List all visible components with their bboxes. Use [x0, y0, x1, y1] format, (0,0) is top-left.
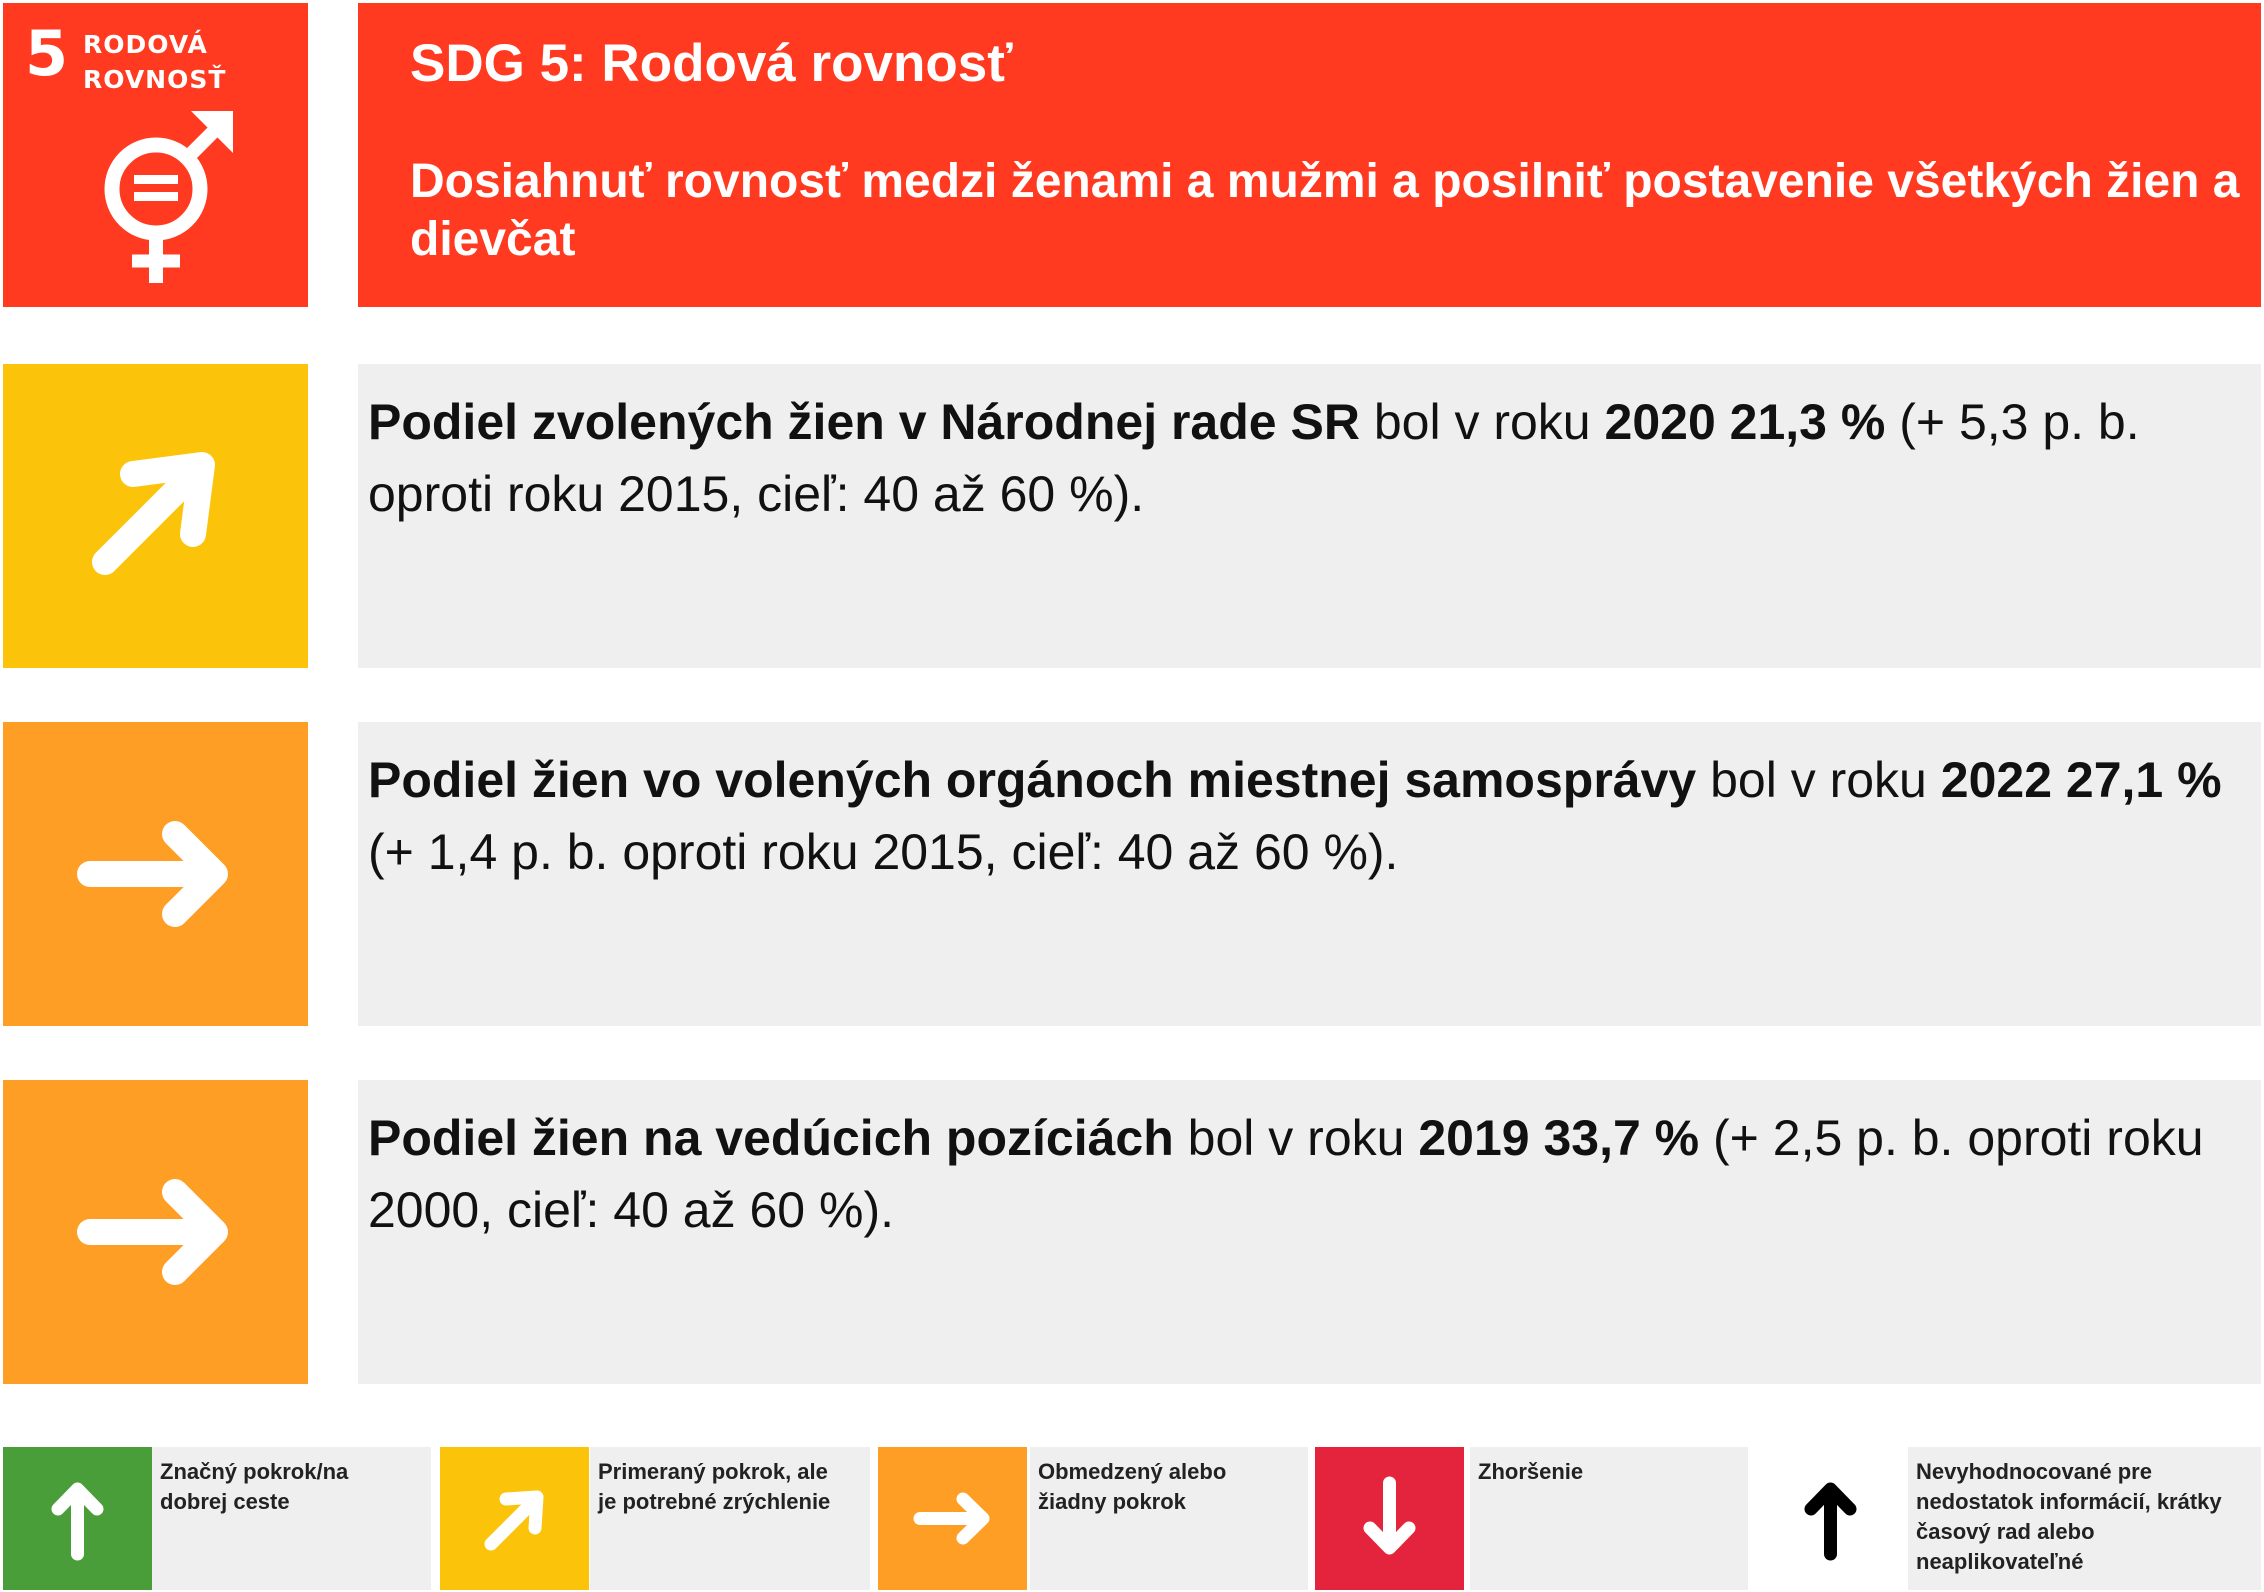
indicator-trend-tile	[3, 722, 308, 1026]
legend-label-line: je potrebné zrýchlenie	[598, 1489, 831, 1514]
arrow-right-icon	[3, 1080, 308, 1384]
goal-title: SDG 5: Rodová rovnosť	[410, 34, 1013, 93]
legend-label-line: žiadny pokrok	[1038, 1489, 1186, 1514]
sdg-name	[83, 27, 226, 97]
legend-label-line: časový rad alebo	[1916, 1519, 2095, 1544]
indicator-mid: bol v roku	[1359, 394, 1605, 450]
legend-label	[1038, 1457, 1226, 1517]
arrow-up-black-icon	[1756, 1447, 1905, 1590]
indicator-value: 2022 27,1 %	[1940, 752, 2222, 808]
legend-tile-red	[1315, 1447, 1464, 1590]
legend-item	[1030, 1447, 1308, 1590]
indicator-detail: (+ 5,3 p. b. oproti roku 2015, cieľ: 40 až 60 %).	[368, 394, 2140, 522]
indicator-detail: (+ 1,4 p. b. oproti roku 2015, cieľ: 40 až 60 %).	[368, 824, 1399, 880]
indicator-row	[358, 364, 2261, 668]
legend-item	[1470, 1447, 1748, 1590]
arrow-right-icon	[878, 1447, 1027, 1590]
arrow-up-right-icon	[440, 1447, 589, 1590]
legend-label	[1916, 1457, 2222, 1577]
indicator-row	[358, 722, 2261, 1026]
indicator-label: Podiel zvolených žien v Národnej rade SR	[368, 394, 1360, 450]
legend-tile-yellow	[440, 1447, 589, 1590]
sdg-logo	[3, 3, 308, 307]
goal-header	[358, 3, 2261, 307]
indicator-row	[358, 1080, 2261, 1384]
indicator-mid: bol v roku	[1696, 752, 1941, 808]
indicator-trend-tile	[3, 1080, 308, 1384]
arrow-right-icon	[3, 722, 308, 1026]
legend-item	[152, 1447, 431, 1590]
legend-label-line: Značný pokrok/na	[160, 1459, 349, 1484]
legend-label	[160, 1457, 348, 1517]
legend-item	[1908, 1447, 2261, 1590]
indicator-mid: bol v roku	[1173, 1110, 1419, 1166]
indicator-detail: (+ 2,5 p. b. oproti roku 2000, cieľ: 40 až 60 %).	[368, 1110, 2204, 1238]
gender-equality-icon	[88, 111, 238, 286]
legend-label	[598, 1457, 830, 1517]
indicator-value: 2019 33,7 %	[1418, 1110, 1700, 1166]
legend-tile-white	[1756, 1447, 1905, 1590]
legend-label-line: Zhoršenie	[1478, 1459, 1584, 1484]
legend-label-line: Nevyhodnocované pre	[1916, 1459, 2152, 1484]
legend-label-line: dobrej ceste	[160, 1489, 290, 1514]
indicator-text	[368, 744, 2248, 888]
legend-label-line: Obmedzený alebo	[1038, 1459, 1227, 1484]
sdg-number: 5	[25, 17, 69, 90]
indicator-label: Podiel žien na vedúcich pozíciách	[368, 1110, 1174, 1166]
sdg-name-line2: ROVNOSŤ	[83, 65, 227, 94]
legend-tile-green	[3, 1447, 152, 1590]
arrow-up-icon	[3, 1447, 152, 1590]
arrow-down-icon	[1315, 1447, 1464, 1590]
legend-label-line: neaplikovateľné	[1916, 1549, 2084, 1574]
indicator-trend-tile	[3, 364, 308, 668]
indicator-label: Podiel žien vo volených orgánoch miestnej samosprávy	[368, 752, 1697, 808]
goal-subtitle: Dosiahnuť rovnosť medzi ženami a mužmi a posilniť postavenie všetkých žien a dievčat	[410, 155, 2240, 266]
sdg-name-line1: RODOVÁ	[83, 30, 208, 59]
legend-label-line: Primeraný pokrok, ale	[598, 1459, 828, 1484]
indicator-value: 2020 21,3 %	[1604, 394, 1886, 450]
indicator-text	[368, 1102, 2248, 1246]
legend-item	[590, 1447, 870, 1590]
legend-label	[1478, 1457, 1583, 1487]
arrow-up-right-icon	[3, 364, 308, 668]
indicator-text	[368, 386, 2248, 530]
legend-tile-orange	[878, 1447, 1027, 1590]
legend-label-line: nedostatok informácií, krátky	[1916, 1489, 2222, 1514]
